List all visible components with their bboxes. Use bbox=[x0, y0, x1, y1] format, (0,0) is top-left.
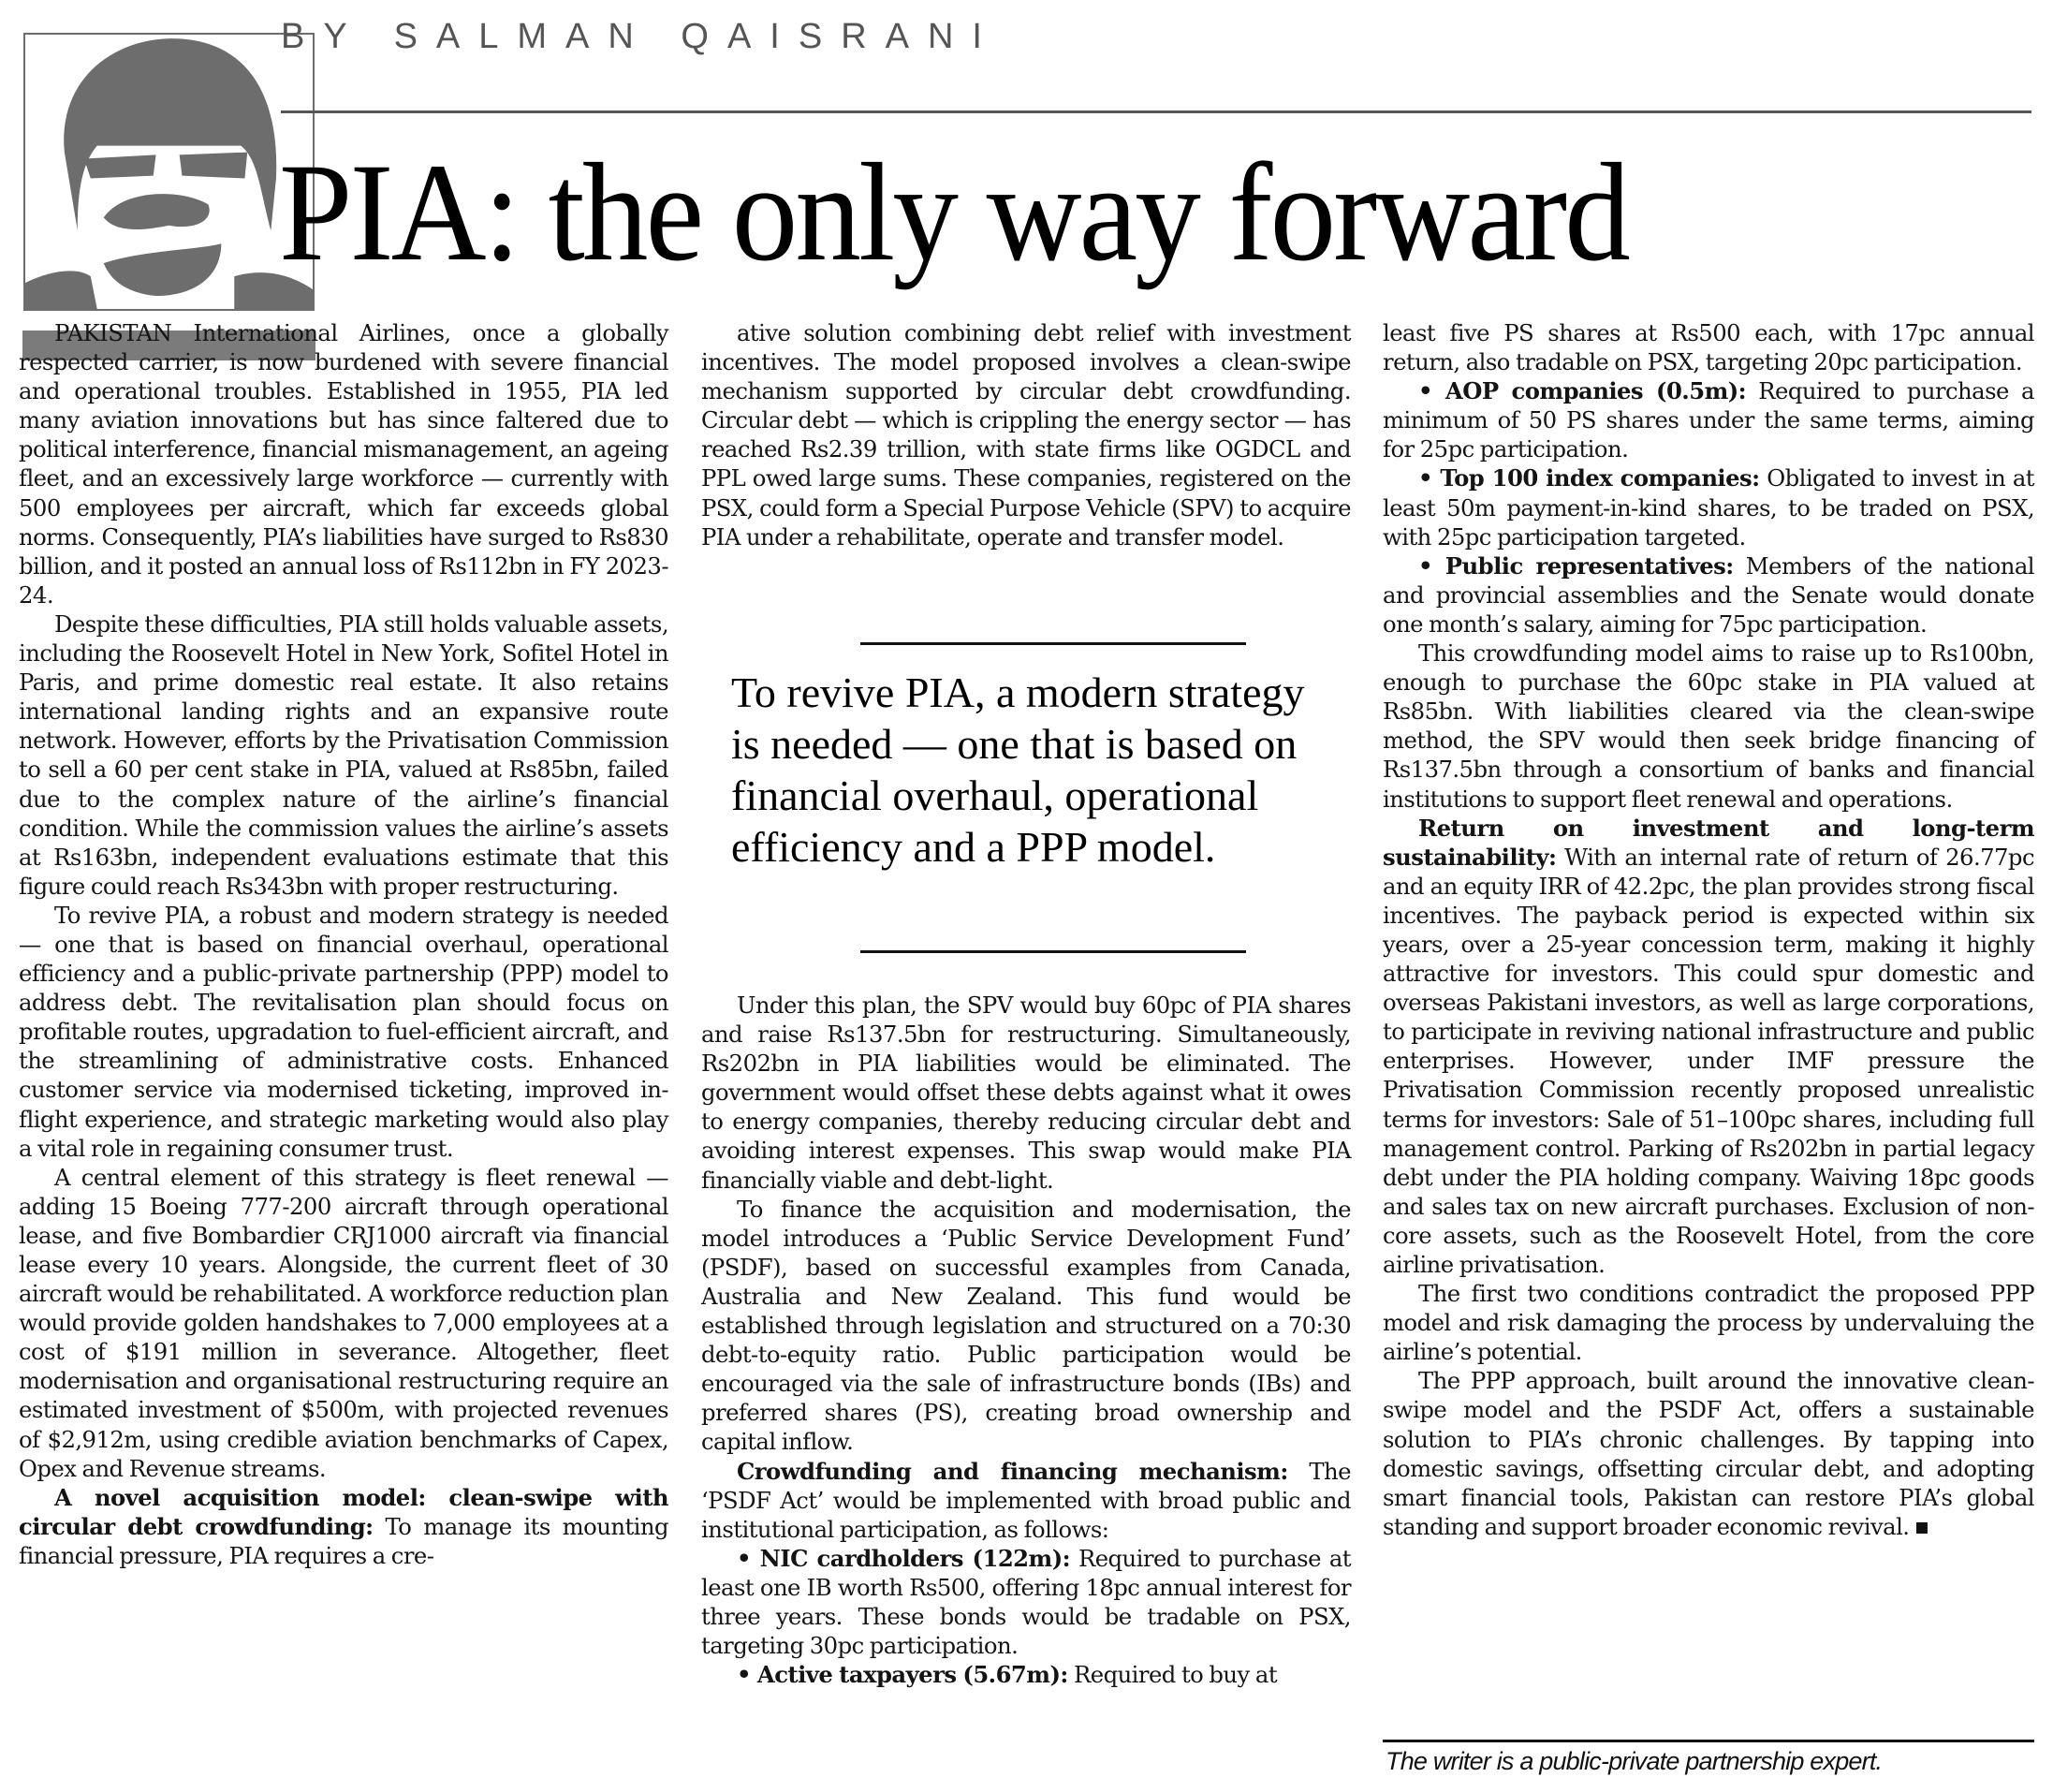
paragraph bbox=[1383, 463, 2034, 551]
paragraph bbox=[701, 991, 1351, 1195]
paragraph-text: PAKISTAN International Airlines, once a globally respected carrier, is now burdened with severe financial and operational troubles. Established in 1955, PIA led many aviation innovations but has since faltered due to political interference, financial mismanagement, an ageing fleet, and an excessively large workforce — currently with 500 employees per aircraft, which far exceeds global norms. Consequently, PIA’s liabilities have surged to Rs830 billion, and it posted an annual loss of Rs112bn in FY 2023-24. bbox=[19, 319, 668, 609]
paragraph-text: least five PS shares at Rs500 each, with 17pc annual return, also tradable on PSX, targeting 20pc participation. bbox=[1383, 319, 2034, 376]
paragraph-text: ative solution combining debt relief with investment incentives. The model proposed involves a clean-swipe mechanism supported by circular debt crowdfunding. Circular debt — which is crippling the energy sector — has reached Rs2.39 trillion, with state firms like OGDCL and PPL owed large sums. These companies, registered on the PSX, could form a Special Purpose Vehicle (SPV) to acquire PIA under a rehabilitate, operate and transfer model. bbox=[701, 319, 1351, 551]
paragraph bbox=[1383, 1279, 2034, 1366]
end-of-article-mark-icon bbox=[1916, 1522, 1928, 1534]
paragraph bbox=[19, 1163, 668, 1483]
headline: PIA: the only way forward bbox=[279, 135, 1628, 290]
paragraph bbox=[701, 1660, 1351, 1689]
paragraph bbox=[1383, 639, 2034, 814]
paragraph-lead-in: Crowdfunding and financing mechanism: bbox=[737, 1457, 1288, 1485]
paragraph-lead-in: • NIC cardholders (122m): bbox=[737, 1544, 1071, 1572]
paragraph-text: Required to buy at bbox=[1067, 1661, 1278, 1689]
paragraph-text: With an internal rate of return of 26.77pc and an equity IRR of 42.2pc, the plan provides strong fiscal incentives. The payback period is expected within six years, over a 25-year concession term, making it highly attractive for investors. This could spur domestic and overseas Pakistani investors, as well as large corporations, to participate in reviving national infrastructure and public enterprises. However, under IMF pressure the Privatisation Commission recently proposed unrealistic terms for investors: Sale of 51–100pc shares, including full management control. Parking of Rs202bn in partial legacy debt under the PIA holding company. Waiving 18pc goods and sales tax on new aircraft purchases. Exclusion of non-core assets, such as the Roosevelt Hotel, from the core airline privatisation. bbox=[1383, 843, 2034, 1278]
paragraph-text: The ‘PSDF Act’ would be implemented with broad public and institutional participation, as follows: bbox=[701, 1457, 1351, 1543]
paragraph-lead-in: Return on investment and long-term sustainability: bbox=[1383, 814, 2034, 871]
article-column-3 bbox=[1383, 318, 2034, 1541]
paragraph bbox=[19, 610, 668, 901]
paragraph bbox=[19, 1483, 668, 1570]
writer-note-divider bbox=[1383, 1740, 2034, 1742]
paragraph-text: Under this plan, the SPV would buy 60pc of PIA shares and raise Rs137.5bn for restructuring. Simultaneously, Rs202bn in PIA liabilities would be eliminated. The government would offset these debts against what it owes to energy companies, thereby reducing circular debt and avoiding interest expenses. This swap would make PIA financially viable and debt-light. bbox=[701, 991, 1351, 1194]
paragraph-text: To finance the acquisition and modernisation, the model introduces a ‘Public Service Development Fund’ (PSDF), based on successful examples from Canada, Australia and New Zealand. This fund would be established through legislation and structured on a 70:30 debt-to-equity ratio. Public participation would be encouraged via the sale of infrastructure bonds (IBs) and preferred shares (PS), creating broad ownership and capital inflow. bbox=[701, 1195, 1351, 1456]
paragraph-lead-in: • AOP companies (0.5m): bbox=[1418, 377, 1747, 405]
paragraph bbox=[701, 318, 1351, 551]
paragraph bbox=[19, 901, 668, 1163]
author-photo bbox=[23, 33, 315, 311]
paragraph-lead-in: A novel acquisition model: clean-swipe with circular debt crowdfunding: bbox=[19, 1483, 668, 1540]
paragraph bbox=[1383, 376, 2034, 463]
paragraph bbox=[701, 1544, 1351, 1660]
byline: BY SALMAN QAISRANI bbox=[281, 17, 1001, 56]
paragraph-lead-in: • Active taxpayers (5.67m): bbox=[737, 1661, 1068, 1689]
byline-divider bbox=[281, 110, 2031, 113]
paragraph bbox=[1383, 1366, 2034, 1541]
author-portrait-icon bbox=[25, 35, 313, 309]
paragraph-text: The PPP approach, built around the innovative clean-swipe model and the PSDF Act, offers a sustainable solution to PIA’s chronic challenges. By tapping into domestic savings, offsetting circular debt, and adopting smart financial tools, Pakistan can restore PIA’s global standing and support broader economic revival. bbox=[1383, 1367, 2034, 1540]
paragraph-text: Obligated to invest in at least 50m payment-in-kind shares, to be traded on PSX, with 25pc participation targeted. bbox=[1383, 464, 2034, 551]
paragraph bbox=[1383, 318, 2034, 376]
writer-note: The writer is a public-private partnership expert. bbox=[1386, 1747, 1883, 1775]
paragraph bbox=[1383, 551, 2034, 639]
paragraph-text: A central element of this strategy is fleet renewal — adding 15 Boeing 777-200 aircraft through operational lease, and five Bombardier CRJ1000 aircraft via financial lease every 10 years. Alongside, the current fleet of 30 aircraft would be rehabilitated. A workforce reduction plan would provide golden handshakes to 7,000 employees at a cost of $191 million in severance. Altogether, fleet modernisation and organisational restructuring require an estimated investment of $500m, with projected revenues of $2,912m, using credible aviation benchmarks of Capex, Opex and Revenue streams. bbox=[19, 1163, 668, 1482]
paragraph bbox=[1383, 814, 2034, 1280]
paragraph bbox=[701, 1457, 1351, 1544]
pull-quote: To revive PIA, a modern strategy is needed — one that is based on financial overhaul, operational efficiency and a PPP model. bbox=[731, 668, 1305, 871]
pull-quote-rule-top bbox=[860, 642, 1246, 645]
paragraph-text: The first two conditions contradict the proposed PPP model and risk damaging the process by undervaluing the airline’s potential. bbox=[1383, 1280, 2034, 1366]
article-column-2-top bbox=[701, 318, 1351, 551]
paragraph-text: Required to purchase at least one IB worth Rs500, offering 18pc annual interest for three years. These bonds would be tradable on PSX, targeting 30pc participation. bbox=[701, 1544, 1351, 1660]
paragraph-text: To revive PIA, a robust and modern strategy is needed — one that is based on financial overhaul, operational efficiency and a public-private partnership (PPP) model to address debt. The revitalisation plan should focus on profitable routes, upgradation to fuel-efficient aircraft, and the streamlining of administrative costs. Enhanced customer service via modernised ticketing, improved in-flight experience, and strategic marketing would also play a vital role in regaining consumer trust. bbox=[19, 901, 668, 1162]
paragraph-text: This crowdfunding model aims to raise up to Rs100bn, enough to purchase the 60pc stake in PIA valued at Rs85bn. With liabilities cleared via the clean-swipe method, the SPV would then seek bridge financing of Rs137.5bn through a consortium of banks and financial institutions to support fleet renewal and operations. bbox=[1383, 639, 2034, 813]
paragraph-text: Despite these difficulties, PIA still holds valuable assets, including the Roosevelt Hotel in New York, Sofitel Hotel in Paris, and prime domestic real estate. It also retains international landing rights and an expansive route network. However, efforts by the Privatisation Commission to sell a 60 per cent stake in PIA, valued at Rs85bn, failed due to the complex nature of the airline’s financial condition. While the commission values the airline’s assets at Rs163bn, independent evaluations estimate that this figure could reach Rs343bn with proper restructuring. bbox=[19, 610, 668, 900]
article-column-2-bottom bbox=[701, 991, 1351, 1689]
paragraph-text: Required to purchase a minimum of 50 PS shares under the same terms, aiming for 25pc participation. bbox=[1383, 377, 2034, 463]
paragraph-text: To manage its mounting financial pressure, PIA requires a cre- bbox=[19, 1512, 668, 1569]
paragraph-lead-in: • Public representatives: bbox=[1418, 551, 1734, 580]
paragraph bbox=[19, 318, 668, 610]
paragraph-text: Members of the national and provincial assemblies and the Senate would donate one month’s salary, aiming for 75pc participation. bbox=[1383, 551, 2034, 638]
article-column-1 bbox=[19, 318, 668, 1570]
paragraph-lead-in: • Top 100 index companies: bbox=[1418, 464, 1760, 492]
pull-quote-rule-bottom bbox=[860, 950, 1246, 953]
paragraph bbox=[701, 1195, 1351, 1457]
